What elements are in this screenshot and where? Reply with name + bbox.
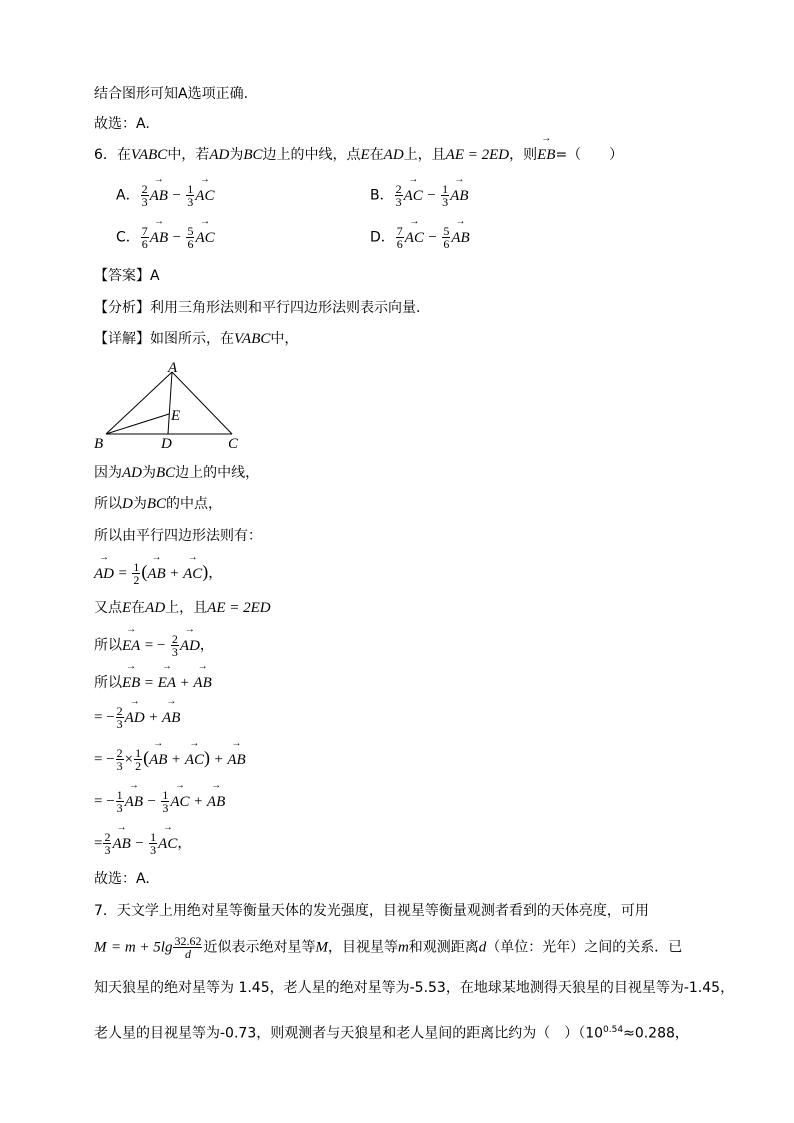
label-e: E: [171, 408, 181, 424]
condition: AE = 2ED: [445, 147, 510, 163]
segment-be: [106, 414, 169, 434]
option-d: D． $\frac{7}{6}$ → AC − $\frac{5}{6}$ → AB: [370, 225, 470, 250]
step-4: = $\frac{2}{3}$ → AB − $\frac{1}{3}$ → AC，: [94, 831, 191, 856]
answer-line: 【答案】A: [94, 268, 160, 284]
label-a: A: [168, 360, 178, 376]
proof-line-1: 因为AD为BC边上的中线，: [94, 465, 260, 481]
question-number: 7．: [94, 903, 117, 919]
median-ad: [168, 372, 172, 434]
option-c: C． $\frac{7}{6}$ → AB − $\frac{5}{6}$ → AC: [116, 225, 215, 250]
answer-pick-line-2: 故选：A.: [94, 871, 150, 887]
triangle-figure: [92, 360, 252, 452]
proof-line-4: 又点E在AD上，且AE = 2ED: [94, 600, 271, 616]
equation-ea: 所以→ EA = − $\frac{2}{3}$ → AD，: [94, 633, 214, 658]
proof-line-3: 所以由平行四边形法则有：: [94, 528, 262, 544]
option-a: A． $\frac{2}{3}$ → AB − $\frac{1}{3}$ → AC: [116, 183, 214, 208]
analysis-line: 【分析】利用三角形法则和平行四边形法则表示向量.: [94, 300, 421, 316]
question-7-line-3: 知天狼星的绝对星等为 1.45，老人星的绝对星等为-5.53，在地球某地测得天狼星的目视星等为-1.45，: [94, 980, 735, 996]
detail-line: 【详解】如图所示，在VABC中，: [94, 331, 299, 347]
answer-pick-line: 故选：A.: [94, 116, 150, 132]
intro-line: 结合图形可知A选项正确.: [94, 86, 249, 102]
label-d: D: [161, 436, 172, 452]
label-c: C: [228, 436, 239, 452]
side-ac: [172, 372, 232, 434]
label-b: B: [94, 436, 104, 452]
question-7-line-2: M = m + 5lg $\frac{32.62}{d}$ 近似表示绝对星等M，目视星等m和观测距离d（单位：光年）之间的关系．已: [94, 934, 683, 961]
triangle-label: VABC: [130, 147, 168, 163]
side-ab: [106, 372, 172, 434]
question-6-stem: 6．在VABC中，若AD为BC边上的中线，点E在AD上，且AE = 2ED，则→ EB=（ ）: [94, 145, 623, 165]
question-7-line-1: 7．天文学上用绝对星等衡量天体的发光强度，目视星等衡量观测者看到的天体亮度，可用: [94, 903, 649, 919]
proof-line-2: 所以D为BC的中点，: [94, 496, 223, 512]
vector-eb: → EB: [537, 145, 555, 165]
step-2: = − $\frac{2}{3}$ × $\frac{1}{2}$ (→ AB + → AC) + → AB: [94, 747, 246, 772]
step-3: = − $\frac{1}{3}$ → AB − $\frac{1}{3}$ → AC + → AB: [94, 789, 225, 814]
option-b: B． $\frac{2}{3}$ → AC − $\frac{1}{3}$ → AB: [370, 183, 468, 208]
step-1: = − $\frac{2}{3}$ → AD + → AB: [94, 705, 180, 730]
question-7-line-4: 老人星的目视星等为-0.73，则观测者与天狼星和老人星间的距离比约为（ ）（$10^{0.54}\approx 0.288$，: [94, 1025, 689, 1042]
equation-ad: → AD = $\frac{1}{2}$ (→ AB + → AC)，: [94, 561, 222, 586]
equation-eb: 所以→ EB = → EA + → AB: [94, 673, 212, 693]
question-number: 6．: [94, 147, 117, 163]
